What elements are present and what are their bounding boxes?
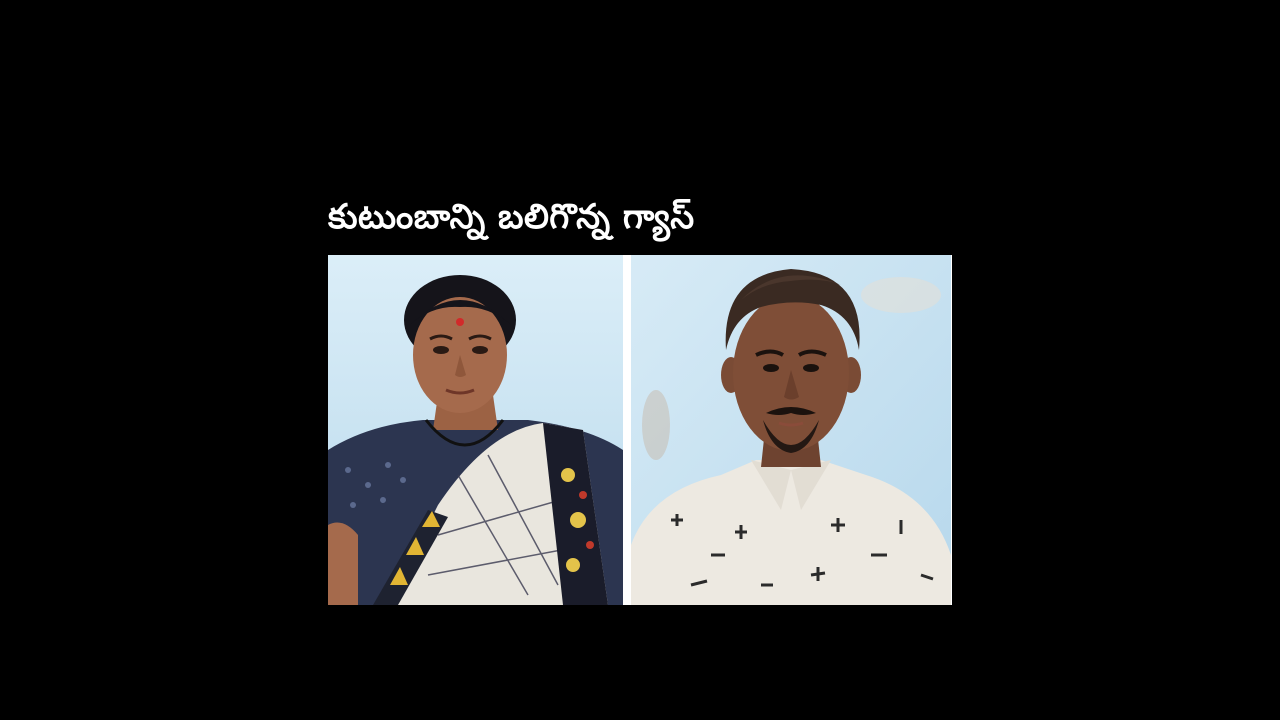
photo-panel bbox=[328, 255, 952, 605]
man-portrait-photo bbox=[631, 255, 951, 605]
woman-portrait-photo bbox=[328, 255, 623, 605]
headline: కుటుంబాన్ని బలిగొన్న గ్యాస్ bbox=[328, 197, 695, 237]
woman-portrait-image bbox=[328, 255, 623, 605]
man-portrait-image bbox=[631, 255, 951, 605]
